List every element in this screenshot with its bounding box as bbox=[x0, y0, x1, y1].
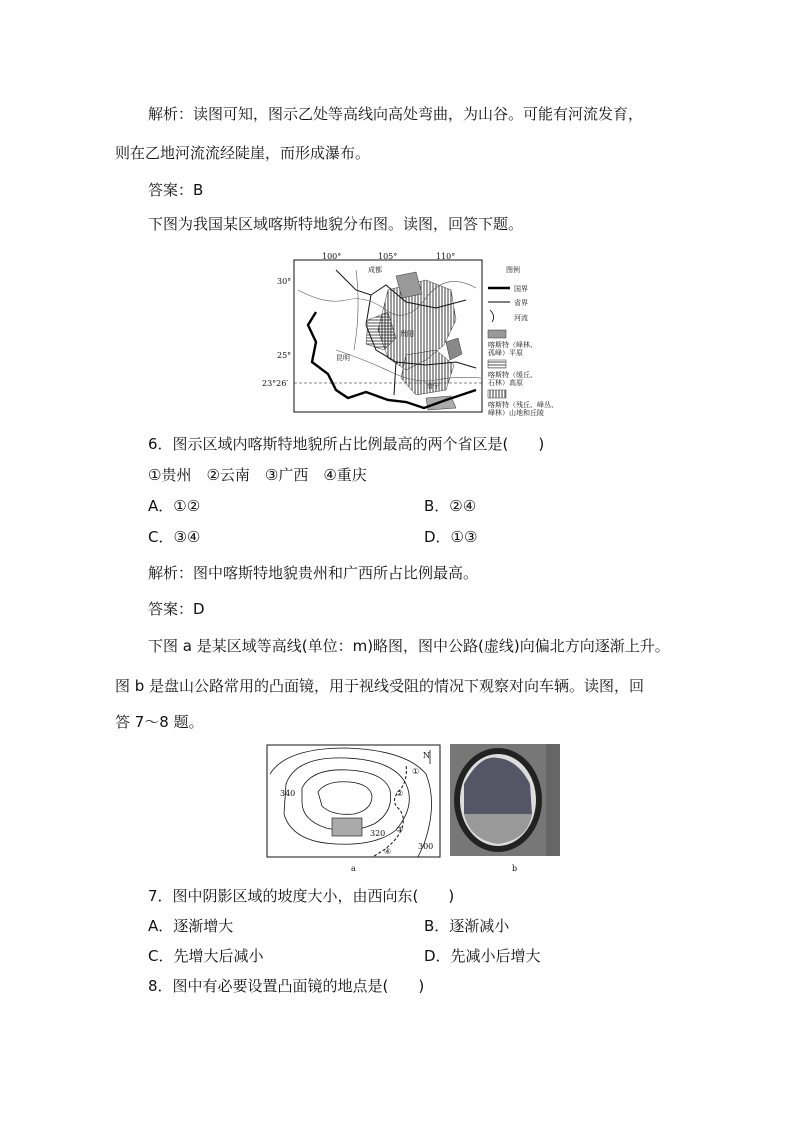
intro-q78-line3: 答 7～8 题。 bbox=[115, 713, 204, 731]
map-legend bbox=[488, 265, 558, 417]
q7-option-b: B．逐渐减小 bbox=[424, 917, 510, 935]
q6-stem: 6．图示区域内喀斯特地貌所占比例最高的两个省区是( ) bbox=[148, 435, 545, 453]
legend-karst2-b: 石林）高原 bbox=[488, 379, 523, 387]
lon-label-110: 110° bbox=[436, 252, 456, 261]
intro-q78-line1: 下图 a 是某区域等高线(单位：m)略图，图中公路(虚线)向偏北方向逐渐上升。 bbox=[148, 637, 670, 655]
city-chengdu: 成都 bbox=[368, 266, 382, 274]
q7-option-d: D．先减小后增大 bbox=[424, 947, 541, 965]
legend-karst3-b: 峰林）山地和丘陵 bbox=[488, 409, 544, 417]
shaded-area bbox=[332, 818, 362, 836]
lat-label-30: 30° bbox=[277, 277, 292, 286]
point-3: ③ bbox=[396, 825, 404, 834]
legend-karst1-a: 喀斯特（峰林、 bbox=[488, 341, 537, 349]
intro-q78-line2: 图 b 是盘山公路常用的凸面镜，用于视线受阻的情况下观察对向车辆。读图，回 bbox=[115, 677, 645, 695]
city-guiyang: 贵阳 bbox=[400, 330, 414, 338]
karst-distribution-map bbox=[262, 250, 566, 420]
point-2: ② bbox=[396, 789, 404, 798]
q6-choices: ①贵州 ②云南 ③广西 ④重庆 bbox=[148, 466, 367, 484]
city-kunming: 昆明 bbox=[336, 354, 350, 362]
lon-label-105: 105° bbox=[378, 252, 398, 261]
legend-national-border: 国界 bbox=[514, 285, 528, 293]
point-1: ① bbox=[412, 767, 420, 776]
q7-option-a: A．逐渐增大 bbox=[148, 917, 234, 935]
intro-q6: 下图为我国某区域喀斯特地貌分布图。读图，回答下题。 bbox=[148, 215, 524, 233]
q8-stem: 8．图中有必要设置凸面镜的地点是( ) bbox=[148, 977, 425, 995]
q6-option-a: A．①② bbox=[148, 497, 201, 515]
q7-option-c: C．先增大后减小 bbox=[148, 947, 264, 965]
q5-analysis-line2: 则在乙地河流流经陡崖，而形成瀑布。 bbox=[115, 144, 371, 162]
figure-a-caption: a bbox=[351, 864, 356, 873]
q6-option-c: C．③④ bbox=[148, 528, 201, 546]
contour-320: 320 bbox=[370, 829, 386, 838]
point-4: ④ bbox=[384, 847, 392, 856]
figure-b-convex-mirror bbox=[450, 744, 562, 874]
legend-title: 图例 bbox=[506, 266, 520, 274]
lon-label-100: 100° bbox=[322, 252, 342, 261]
q7-stem: 7．图中阴影区域的坡度大小，由西向东( ) bbox=[148, 887, 455, 905]
contour-300: 300 bbox=[418, 842, 434, 851]
north-label: N bbox=[423, 751, 430, 760]
q6-answer: 答案：D bbox=[148, 600, 205, 618]
contour-340: 340 bbox=[280, 789, 296, 798]
legend-province-border: 省界 bbox=[514, 299, 528, 307]
lat-label-23: 23°26′ bbox=[262, 379, 289, 388]
figure-a-contour-map bbox=[266, 744, 442, 874]
q6-option-d: D．①③ bbox=[424, 528, 478, 546]
city-nanning: 南宁 bbox=[426, 382, 440, 390]
q6-option-b: B．②④ bbox=[424, 497, 477, 515]
q5-analysis-line1: 解析：读图可知，图示乙处等高线向高处弯曲，为山谷。可能有河流发育， bbox=[148, 105, 644, 123]
legend-river: 河流 bbox=[514, 314, 528, 322]
legend-karst2-a: 喀斯特（缓丘、 bbox=[488, 371, 537, 379]
legend-karst3-a: 喀斯特（残丘、峰丛、 bbox=[488, 401, 558, 409]
q5-answer: 答案：B bbox=[148, 181, 204, 199]
lat-label-25: 25° bbox=[277, 351, 292, 360]
legend-karst1-b: 孤峰）平原 bbox=[488, 349, 523, 357]
figure-b-caption: b bbox=[512, 864, 518, 873]
q6-analysis: 解析：图中喀斯特地貌贵州和广西所占比例最高。 bbox=[148, 564, 479, 582]
